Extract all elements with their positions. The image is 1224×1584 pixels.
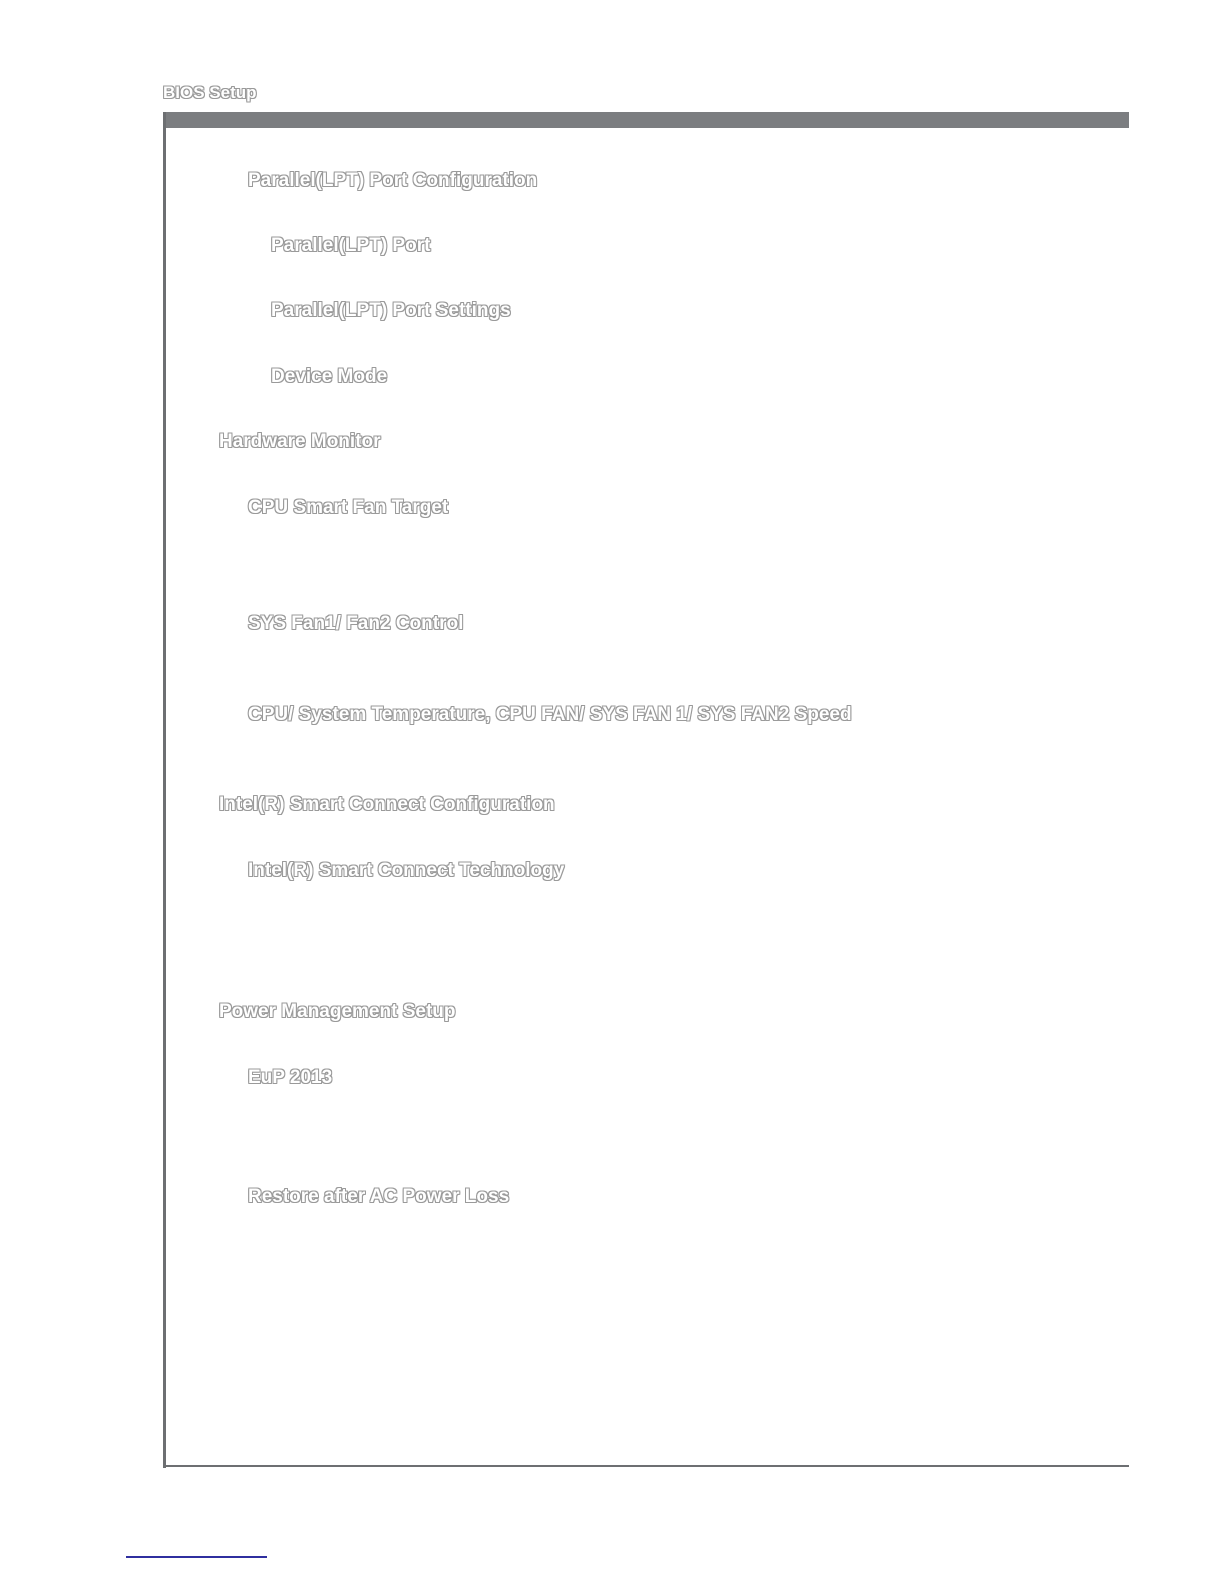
item-parallel-port-configuration: Parallel(LPT) Port Configuration — [248, 170, 538, 191]
item-device-mode: Device Mode — [271, 366, 388, 387]
item-eup-2013: EuP 2013 — [248, 1067, 333, 1088]
bottom-border-rule — [163, 1465, 1129, 1467]
section-power-management-setup: Power Management Setup — [219, 1001, 456, 1022]
item-restore-after-ac-power-loss: Restore after AC Power Loss — [248, 1186, 510, 1207]
page-header-label: BIOS Setup — [163, 83, 257, 102]
item-parallel-port: Parallel(LPT) Port — [271, 235, 431, 256]
item-sys-fan-control: SYS Fan1/ Fan2 Control — [248, 613, 464, 634]
item-parallel-port-settings: Parallel(LPT) Port Settings — [271, 300, 511, 321]
item-temperature-fan-speed: CPU/ System Temperature, CPU FAN/ SYS FAN 1/ SYS FAN2 Speed — [248, 704, 852, 725]
section-hardware-monitor: Hardware Monitor — [219, 431, 381, 452]
section-smart-connect-configuration: Intel(R) Smart Connect Configuration — [219, 794, 555, 815]
item-smart-connect-technology: Intel(R) Smart Connect Technology — [248, 860, 565, 881]
footer-link-underline[interactable] — [126, 1556, 267, 1558]
left-border-rule — [163, 112, 166, 1468]
item-cpu-smart-fan-target: CPU Smart Fan Target — [248, 497, 449, 518]
header-bar — [163, 112, 1129, 128]
